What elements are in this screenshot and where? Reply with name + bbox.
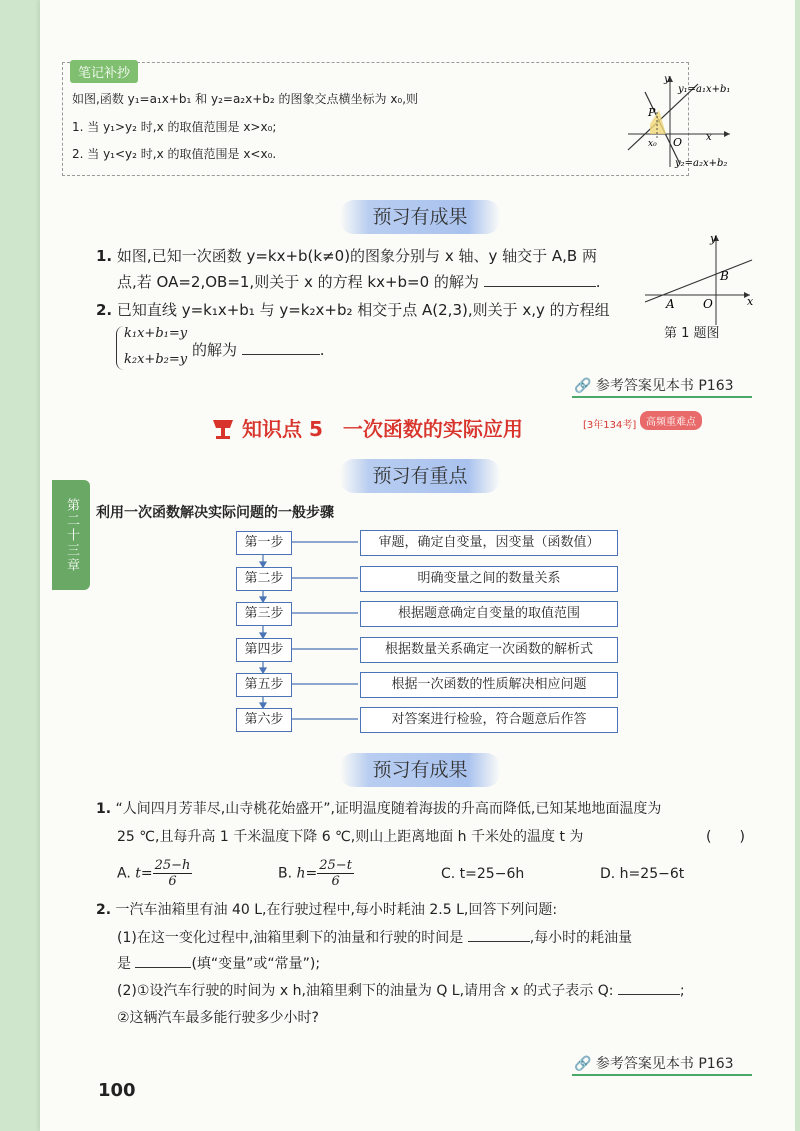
s1-fig-b-label: B — [720, 269, 729, 283]
step-5-desc: 根据一次函数的性质解决相应问题 — [360, 672, 618, 698]
steps-title: 利用一次函数解决实际问题的一般步骤 — [96, 505, 334, 521]
knowledge-point-icon — [210, 414, 236, 440]
s2-q1-option-a[interactable]: A. t= $\frac{25-h}{6}$ — [117, 858, 191, 889]
step-1-desc: 审题，确定自变量，因变量（函数值） — [360, 530, 618, 556]
step-2-desc: 明确变量之间的数量关系 — [360, 566, 618, 592]
knowledge-point-title: 知识点 5 一次函数的实际应用 — [242, 417, 523, 441]
s1-fig-caption: 第 1 题图 — [664, 326, 720, 341]
page-number: 100 — [98, 1080, 136, 1101]
notes-graph — [620, 72, 790, 172]
s1-fig-line — [645, 260, 752, 302]
notes-intro: 如图,函数 y₁=a₁x+b₁ 和 y₂=a₂x+b₂ 的图象交点横坐标为 x₀,则 — [72, 92, 419, 106]
s2-question-2: 2. 一汽车油箱里有油 40 L,在行驶过程中,每小时耗油 2.5 L,回答下列问题: — [96, 902, 558, 918]
chapter-side-tab[interactable]: 第二十三章 — [52, 480, 90, 590]
banner-preview-focus: 预习有重点 — [340, 459, 500, 493]
step-1-label: 第一步 — [236, 531, 292, 555]
answer-reference-2-underline — [572, 1074, 752, 1076]
link-icon: 🔗 — [574, 378, 592, 394]
s2-q1-option-b[interactable]: B. h= $\frac{25-t}{6}$ — [278, 858, 352, 889]
step-4-desc: 根据数量关系确定一次函数的解析式 — [360, 637, 618, 663]
step-5-label: 第五步 — [236, 673, 292, 697]
notes-tag: 笔记补抄 — [70, 60, 138, 83]
s2-q1-answer-paren[interactable]: ( ) — [706, 829, 745, 845]
s1-fig-a-label: A — [666, 297, 675, 311]
notes-graph-y-label: y — [664, 74, 670, 85]
s1-fig-o-label: O — [703, 297, 713, 311]
step-4-label: 第四步 — [236, 638, 292, 662]
s1-q2-tail: 的解为 . — [192, 341, 325, 359]
answer-reference-1[interactable]: 🔗 参考答案见本书 P163 — [574, 378, 734, 394]
s1-fig-y-label: y — [710, 232, 717, 245]
step-6-label: 第六步 — [236, 708, 292, 732]
s2-q2-line-4: (2)①设汽车行驶的时间为 x h,油箱里剩下的油量为 Q L,请用含 x 的式子表示 Q: ; — [117, 983, 685, 999]
notes-graph-line2-label: y₂=a₂x+b₂ — [675, 158, 728, 169]
s2-q1-option-c[interactable]: C. t=25−6h — [441, 866, 525, 882]
notes-graph-x-label: x — [706, 132, 712, 143]
notes-item-1: 1. 当 y₁>y₂ 时,x 的取值范围是 x>x₀; — [72, 120, 277, 134]
s1-q2-system-bottom: k₂x+b₂=y — [124, 352, 188, 367]
s1-q2-answer-blank[interactable] — [242, 354, 320, 355]
notes-graph-p-label: P — [648, 106, 656, 119]
notes-graph-o-label: O — [673, 136, 683, 149]
step-2-label: 第二步 — [236, 567, 292, 591]
knowledge-point-badge: 高频重难点 — [640, 411, 702, 430]
step-3-label: 第三步 — [236, 602, 292, 626]
s2-q2-blank-2[interactable] — [135, 967, 191, 968]
banner-preview-results-1: 预习有成果 — [340, 200, 500, 234]
answer-reference-1-underline — [572, 396, 752, 398]
s1-question-1-line-2: 点,若 OA=2,OB=1,则关于 x 的方程 kx+b=0 的解为 . — [117, 273, 601, 291]
step-6-desc: 对答案进行检验，符合题意后作答 — [360, 707, 618, 733]
step-3-desc: 根据题意确定自变量的取值范围 — [360, 601, 618, 627]
link-icon: 🔗 — [574, 1056, 592, 1072]
s1-question-1: 1. 如图,已知一次函数 y=kx+b(k≠0)的图象分别与 x 轴、y 轴交于 A,B 两 — [96, 247, 597, 265]
answer-reference-2[interactable]: 🔗 参考答案见本书 P163 — [574, 1056, 734, 1072]
knowledge-point-tag: [3年134考] — [583, 420, 637, 431]
s2-question-1: 1. “人间四月芳菲尽,山寺桃花始盛开”,证明温度随着海拔的升高而降低,已知某地地面温度为 — [96, 801, 662, 817]
s2-question-1-line-2: 25 ℃,且每升高 1 千米温度下降 6 ℃,则山上距离地面 h 千米处的温度 t 为 — [117, 829, 584, 845]
s2-q2-line-5: ②这辆汽车最多能行驶多少小时? — [117, 1010, 319, 1026]
notes-graph-x0-label: x₀ — [648, 139, 657, 149]
s1-q1-answer-blank[interactable] — [484, 286, 596, 287]
banner-preview-results-2: 预习有成果 — [340, 753, 500, 787]
s1-q2-system-top: k₁x+b₁=y — [124, 326, 188, 341]
notes-graph-line1-label: y₁=a₁x+b₁ — [678, 84, 731, 95]
notes-item-2: 2. 当 y₁<y₂ 时,x 的取值范围是 x<x₀. — [72, 147, 277, 161]
s2-q2-blank-1[interactable] — [468, 941, 530, 942]
s2-q1-option-d[interactable]: D. h=25−6t — [600, 866, 685, 882]
s2-q2-blank-3[interactable] — [618, 994, 680, 995]
s1-fig-x-label: x — [747, 295, 754, 308]
s2-q2-line-2: (1)在这一变化过程中,油箱里剩下的油量和行驶的时间是 ,每小时的耗油量 — [117, 930, 633, 946]
s1-fig-1 — [640, 230, 760, 330]
s1-question-2: 2. 已知直线 y=k₁x+b₁ 与 y=k₂x+b₂ 相交于点 A(2,3),则关于 x,y 的方程组 — [96, 301, 610, 319]
s2-q2-line-3: 是 (填“变量”或“常量”); — [117, 956, 321, 972]
